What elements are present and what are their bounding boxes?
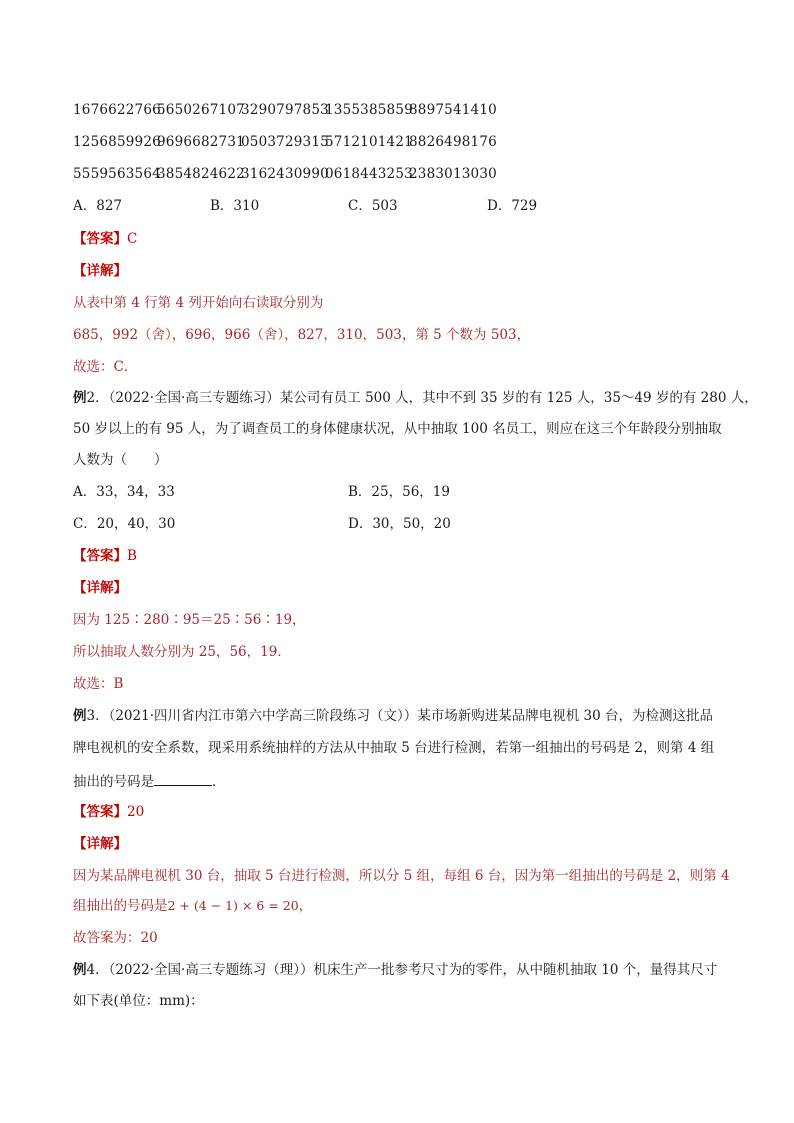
question-number: 2． [86,390,109,406]
detail-line: 因为某品牌电视机 30 台，抽取 5 台进行检测，所以分 5 组，每组 6 台，因为第一组抽出的号码是 2，则第 4 [73,868,730,884]
table-cell: 3162430990 [241,166,329,182]
detail-label-text: 【详解】 [73,836,127,852]
answer-value: C [127,231,138,247]
detail-line: 所以抽取人数分别为 25，56，19． [73,644,291,660]
option-d: D．729 [487,198,538,214]
question-number: 3． [86,708,109,724]
table-cell: 5559563564 [73,166,161,182]
example-label: 例 [73,708,87,724]
table-cell: 5650267107 [157,102,245,118]
table-cell: 1355385859 [325,102,413,118]
question-2-line [73,389,758,407]
table-cell: 1676622766 [73,102,161,118]
question-3-line [73,707,713,725]
option-c: C．503 [348,198,398,214]
option-c: C．20，40，30 [73,516,176,532]
detail-label [73,262,127,280]
question-text: 人数为（ ） [73,452,168,468]
detail-line: 故答案为：20 [73,930,158,946]
table-cell: 3854824622 [157,166,245,182]
option-a: A．33，34，33 [73,484,175,500]
table-cell: 8826498176 [409,134,497,150]
detail-line: 从表中第 4 行第 4 列开始向右读取分别为 [73,295,324,311]
detail-text: 组抽出的号码是 [73,898,168,914]
question-text: （2022·全国·高三专题练习（理））机床生产一批参考尺寸为的零件，从中随机抽取 10 个，量得其尺寸 [108,962,718,978]
option-b: B．25，56，19 [348,484,450,500]
answer-label: 【答案】 [73,548,127,564]
answer-value: 20 [127,804,145,820]
answer-blank [154,771,212,786]
example-label: 例 [73,962,87,978]
question-text: （2022·全国·高三专题练习）某公司有员工 500 人，其中不到 35 岁的有 125 人，35～49 岁的有 280 人， [108,390,758,406]
random-table-row [73,133,497,151]
detail-label [73,579,127,597]
answer-line [73,803,144,821]
example-label: 例 [73,390,87,406]
detail-line: 因为 125∶280∶95＝25∶56∶19， [73,612,306,628]
detail-line: 故选：C． [73,359,138,375]
answer-label: 【答案】 [73,804,127,820]
table-cell: 5712101421 [325,134,413,150]
answer-value: B [127,548,137,564]
answer-label: 【答案】 [73,231,127,247]
option-b: B．310 [210,198,260,214]
question-text: 牌电视机的安全系数，现采用系统抽样的方法从中抽取 5 台进行检测，若第一组抽出的号码是 2，则第 4 组 [73,740,715,756]
table-cell: 8897541410 [409,102,497,118]
answer-line [73,230,137,248]
question-text: 50 岁以上的有 95 人，为了调查员工的身体健康状况，从中抽取 100 名员工，则应在这三个年龄段分别抽取 [73,421,722,437]
table-cell: 0503729315 [241,134,329,150]
question-text: （2021·四川省内江市第六中学高三阶段练习（文））某市场新购进某品牌电视机 30 台，为检测这批品 [108,708,714,724]
table-cell: 2383013030 [409,166,497,182]
detail-line: 故选：B [73,676,124,692]
table-cell: 3290797853 [241,102,329,118]
table-cell: 9696682731 [157,134,245,150]
detail-label [73,835,127,853]
question-number: 4． [86,962,109,978]
question-text: ． [212,774,226,790]
question-text: 抽出的号码是 [73,774,154,790]
detail-label-text: 【详解】 [73,580,127,596]
table-cell: 0618443253 [325,166,413,182]
random-table-row [73,101,497,119]
detail-text: ， [298,898,313,914]
option-a: A．827 [73,198,123,214]
question-4-line [73,961,717,979]
question-text: 如下表(单位：mm)： [73,993,204,1009]
detail-line [73,897,312,915]
random-table-row [73,165,497,183]
option-d: D．30，50，20 [348,516,451,532]
table-cell: 1256859926 [73,134,161,150]
formula: 2 + (4 − 1) × 6 = 20 [167,898,299,913]
answer-line [73,547,137,565]
question-text-blank [73,771,226,791]
detail-line: 685，992（舍），696，966（舍），827，310，503，第 5 个数为 503， [73,327,531,343]
detail-label-text: 【详解】 [73,263,127,279]
